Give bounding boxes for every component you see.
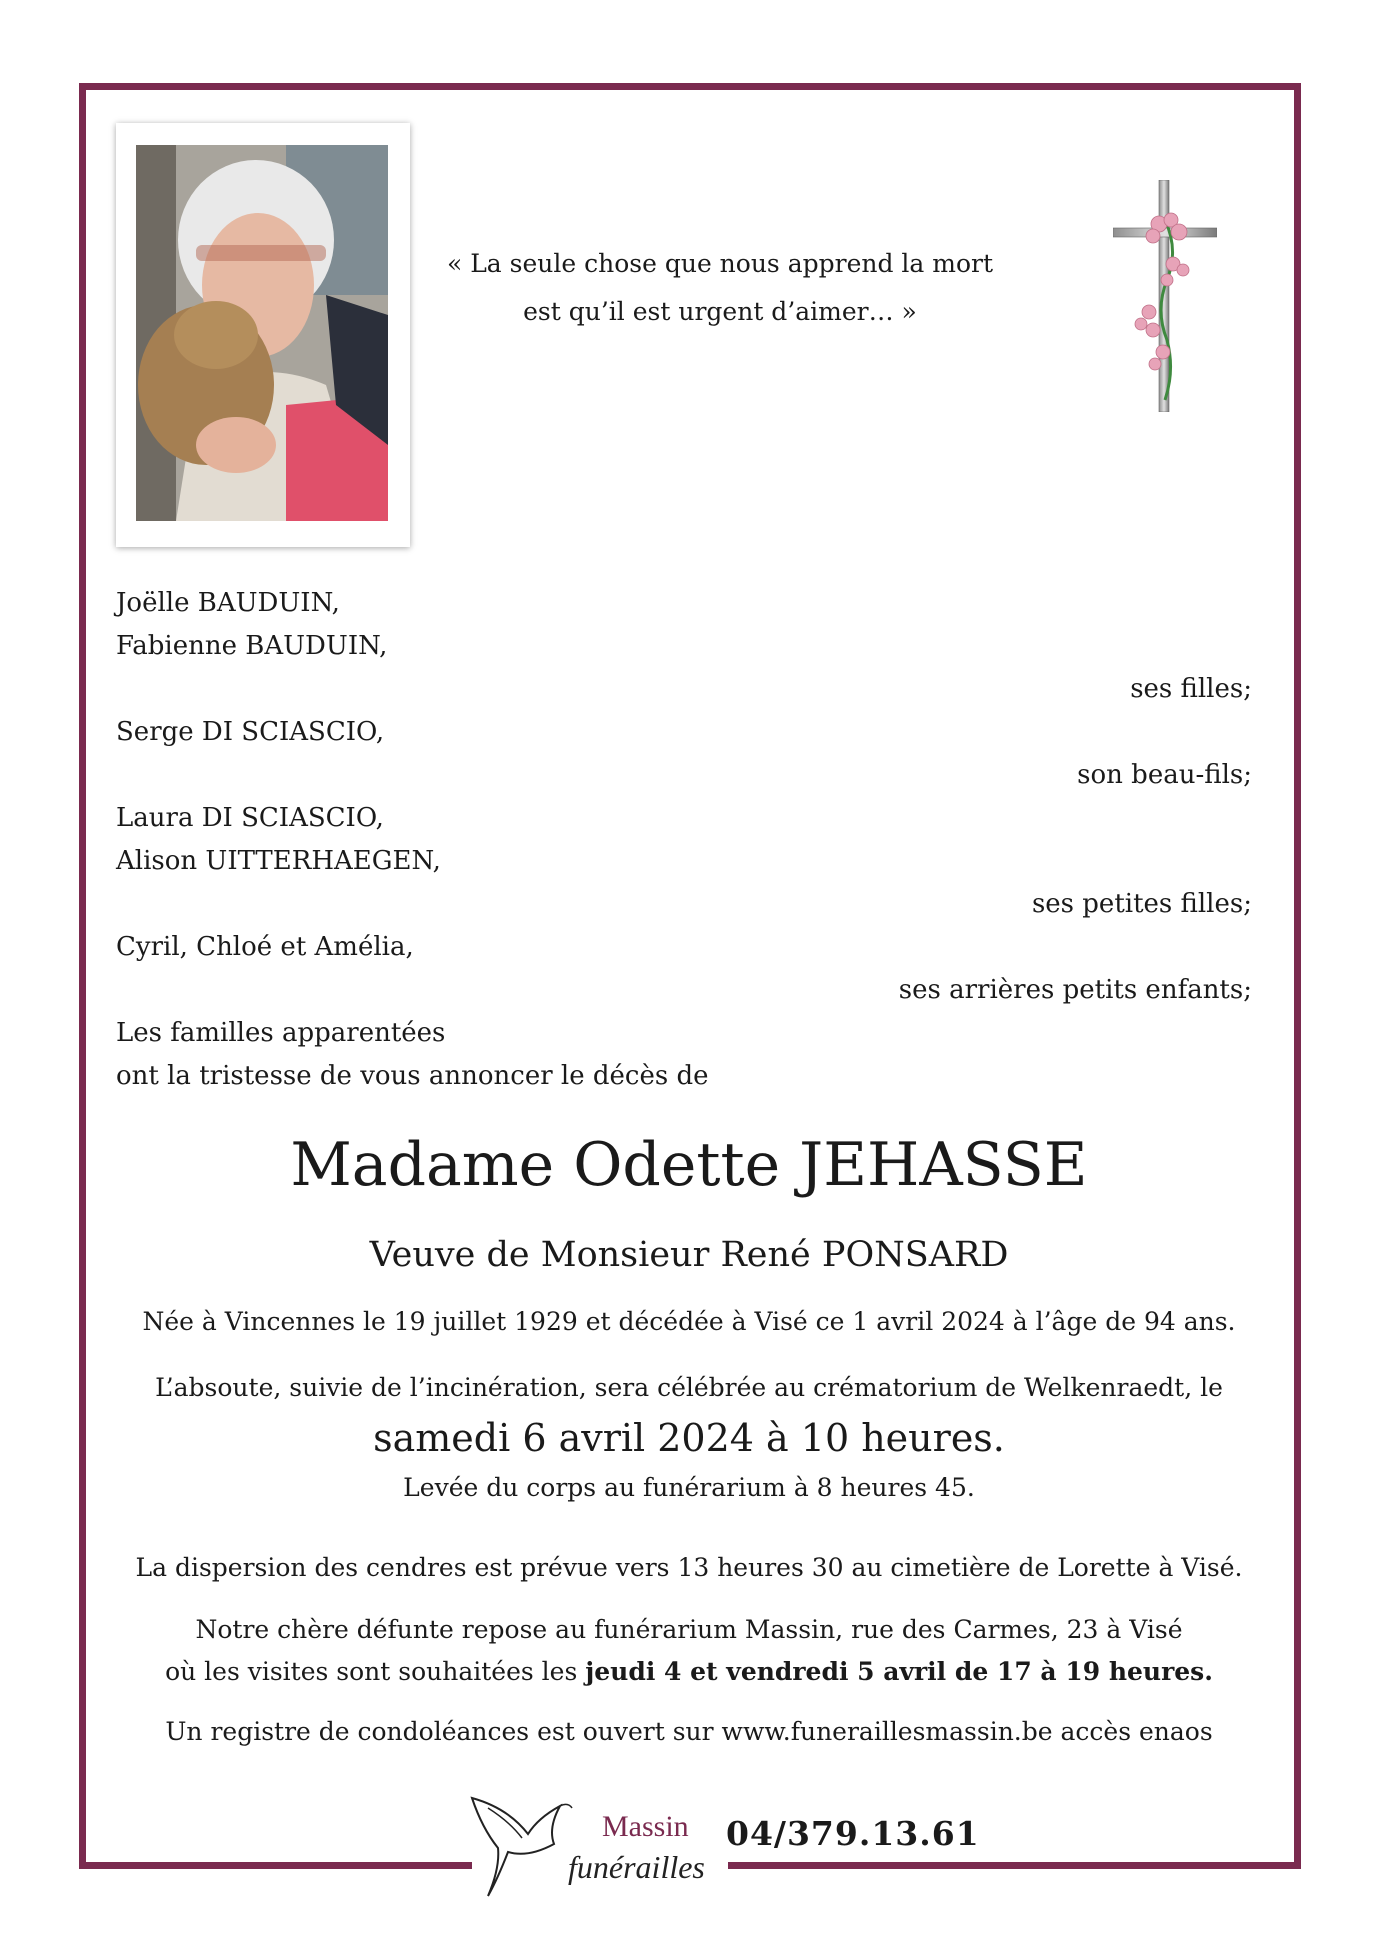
family-list (116, 582, 1252, 1098)
flowered-cross-icon (1113, 180, 1217, 412)
relation-label: ses petites filles; (1031, 889, 1252, 919)
deceased-name: Madame Odette JEHASSE (290, 1130, 1088, 1200)
ceremony-intro: L’absoute, suivie de l’incinération, sera célébrée au crématorium de Welkenraedt, le (155, 1373, 1223, 1402)
portrait-photo-icon (136, 145, 388, 521)
son-in-law-name: Serge DI SCIASCIO, (116, 717, 385, 747)
widow-of: Veuve de Monsieur René PONSARD (369, 1235, 1009, 1275)
portrait-photo (116, 123, 410, 547)
dove-logo-icon (468, 1778, 718, 1908)
logo-word-massin: Massin (602, 1810, 689, 1843)
great-grandchildren-names: Cyril, Chloé et Amélia, (116, 932, 414, 962)
quote (430, 240, 1010, 336)
daughter-name: Joëlle BAUDUIN, (116, 588, 340, 618)
register-text: Un registre de condoléances est ouvert sur www.funeraillesmassin.be accès enaos (165, 1717, 1213, 1746)
repose-text: Notre chère défunte repose au funérarium Massin, rue des Carmes, 23 à Visé (195, 1615, 1183, 1644)
quote-line-2: est qu’il est urgent d’aimer… » (523, 297, 917, 326)
birth-death-dates: Née à Vincennes le 19 juillet 1929 et décédée à Visé ce 1 avril 2024 à l’âge de 94 ans. (142, 1307, 1236, 1336)
relation-label: son beau-fils; (1077, 760, 1252, 790)
quote-line-1: « La seule chose que nous apprend la mort (446, 249, 994, 278)
announcement-line: ont la tristesse de vous annoncer le décès de (116, 1061, 709, 1091)
levee-text: Levée du corps au funérarium à 8 heures 45. (403, 1473, 975, 1502)
families-line: Les familles apparentées (116, 1018, 446, 1048)
visits-dates: jeudi 4 et vendredi 5 avril de 17 à 19 heures. (585, 1657, 1213, 1686)
ceremony-datetime: samedi 6 avril 2024 à 10 heures. (373, 1416, 1005, 1460)
phone-number: 04/379.13.61 (726, 1814, 980, 1853)
logo-word-funerailles: funérailles (568, 1849, 705, 1885)
relation-label: ses filles; (1130, 674, 1252, 704)
relation-label: ses arrières petits enfants; (898, 975, 1252, 1005)
visits-text (0, 1652, 1378, 1692)
dispersion-text: La dispersion des cendres est prévue vers 13 heures 30 au cimetière de Lorette à Visé. (135, 1553, 1243, 1582)
daughter-name: Fabienne BAUDUIN, (116, 631, 388, 661)
granddaughter-name: Alison UITTERHAEGEN, (116, 846, 441, 876)
visits-prefix: où les visites sont souhaitées les (165, 1657, 586, 1686)
granddaughter-name: Laura DI SCIASCIO, (116, 803, 384, 833)
massin-logo (468, 1778, 718, 1908)
